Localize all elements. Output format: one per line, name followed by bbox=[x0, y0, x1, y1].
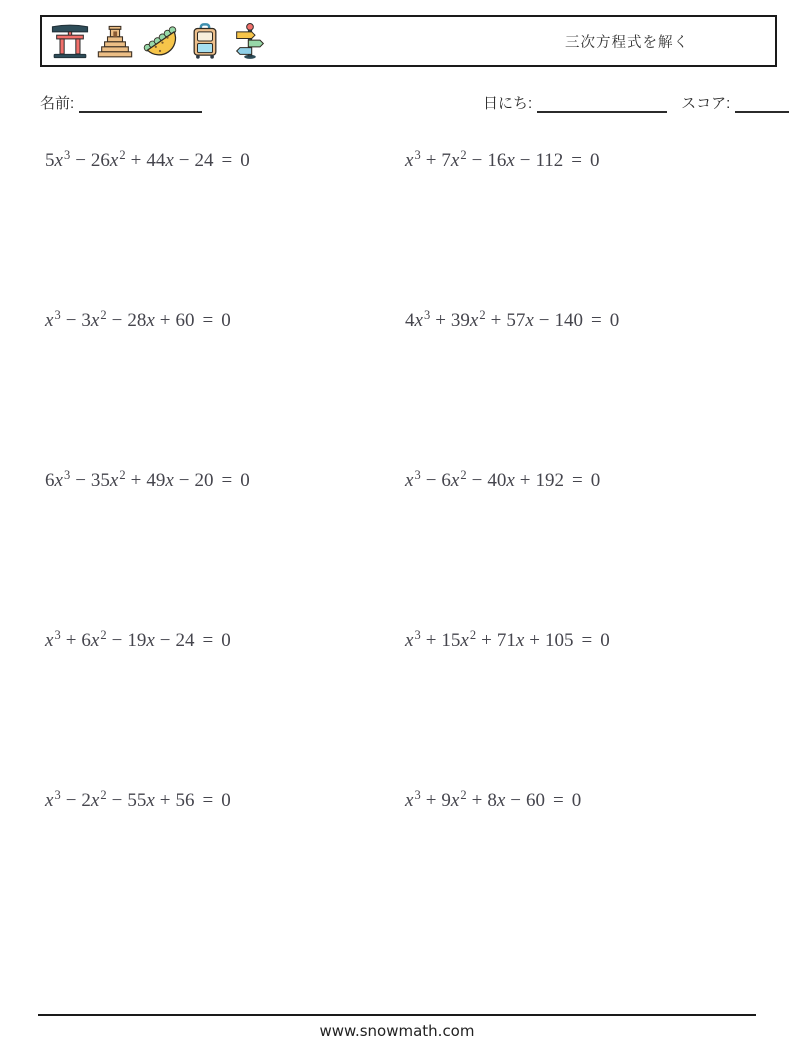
footer-url: www.snowmath.com bbox=[319, 1022, 475, 1040]
equation: $5x^3 - 26x^2 + 44x - 24 = 0$ bbox=[45, 148, 250, 171]
score-label: スコア: bbox=[681, 95, 731, 112]
equation: $x^3 - 6x^2 - 40x + 192 = 0$ bbox=[405, 468, 601, 491]
equation: $4x^3 + 39x^2 + 57x - 140 = 0$ bbox=[405, 308, 620, 331]
equation: $6x^3 - 35x^2 + 49x - 20 = 0$ bbox=[45, 468, 250, 491]
equation: $x^3 + 9x^2 + 8x - 60 = 0$ bbox=[405, 788, 582, 811]
footer-divider bbox=[38, 1014, 756, 1016]
page-title: 三次方程式を解く bbox=[565, 34, 689, 51]
name-label: 名前: bbox=[40, 95, 75, 112]
equation: $x^3 - 3x^2 - 28x + 60 = 0$ bbox=[45, 308, 231, 331]
equation: $x^3 + 15x^2 + 71x + 105 = 0$ bbox=[405, 628, 610, 651]
equation: $x^3 - 2x^2 - 55x + 56 = 0$ bbox=[45, 788, 231, 811]
date-label: 日にち: bbox=[483, 95, 533, 112]
equation: $x^3 + 6x^2 - 19x - 24 = 0$ bbox=[45, 628, 231, 651]
equation: $x^3 + 7x^2 - 16x - 112 = 0$ bbox=[405, 148, 600, 171]
